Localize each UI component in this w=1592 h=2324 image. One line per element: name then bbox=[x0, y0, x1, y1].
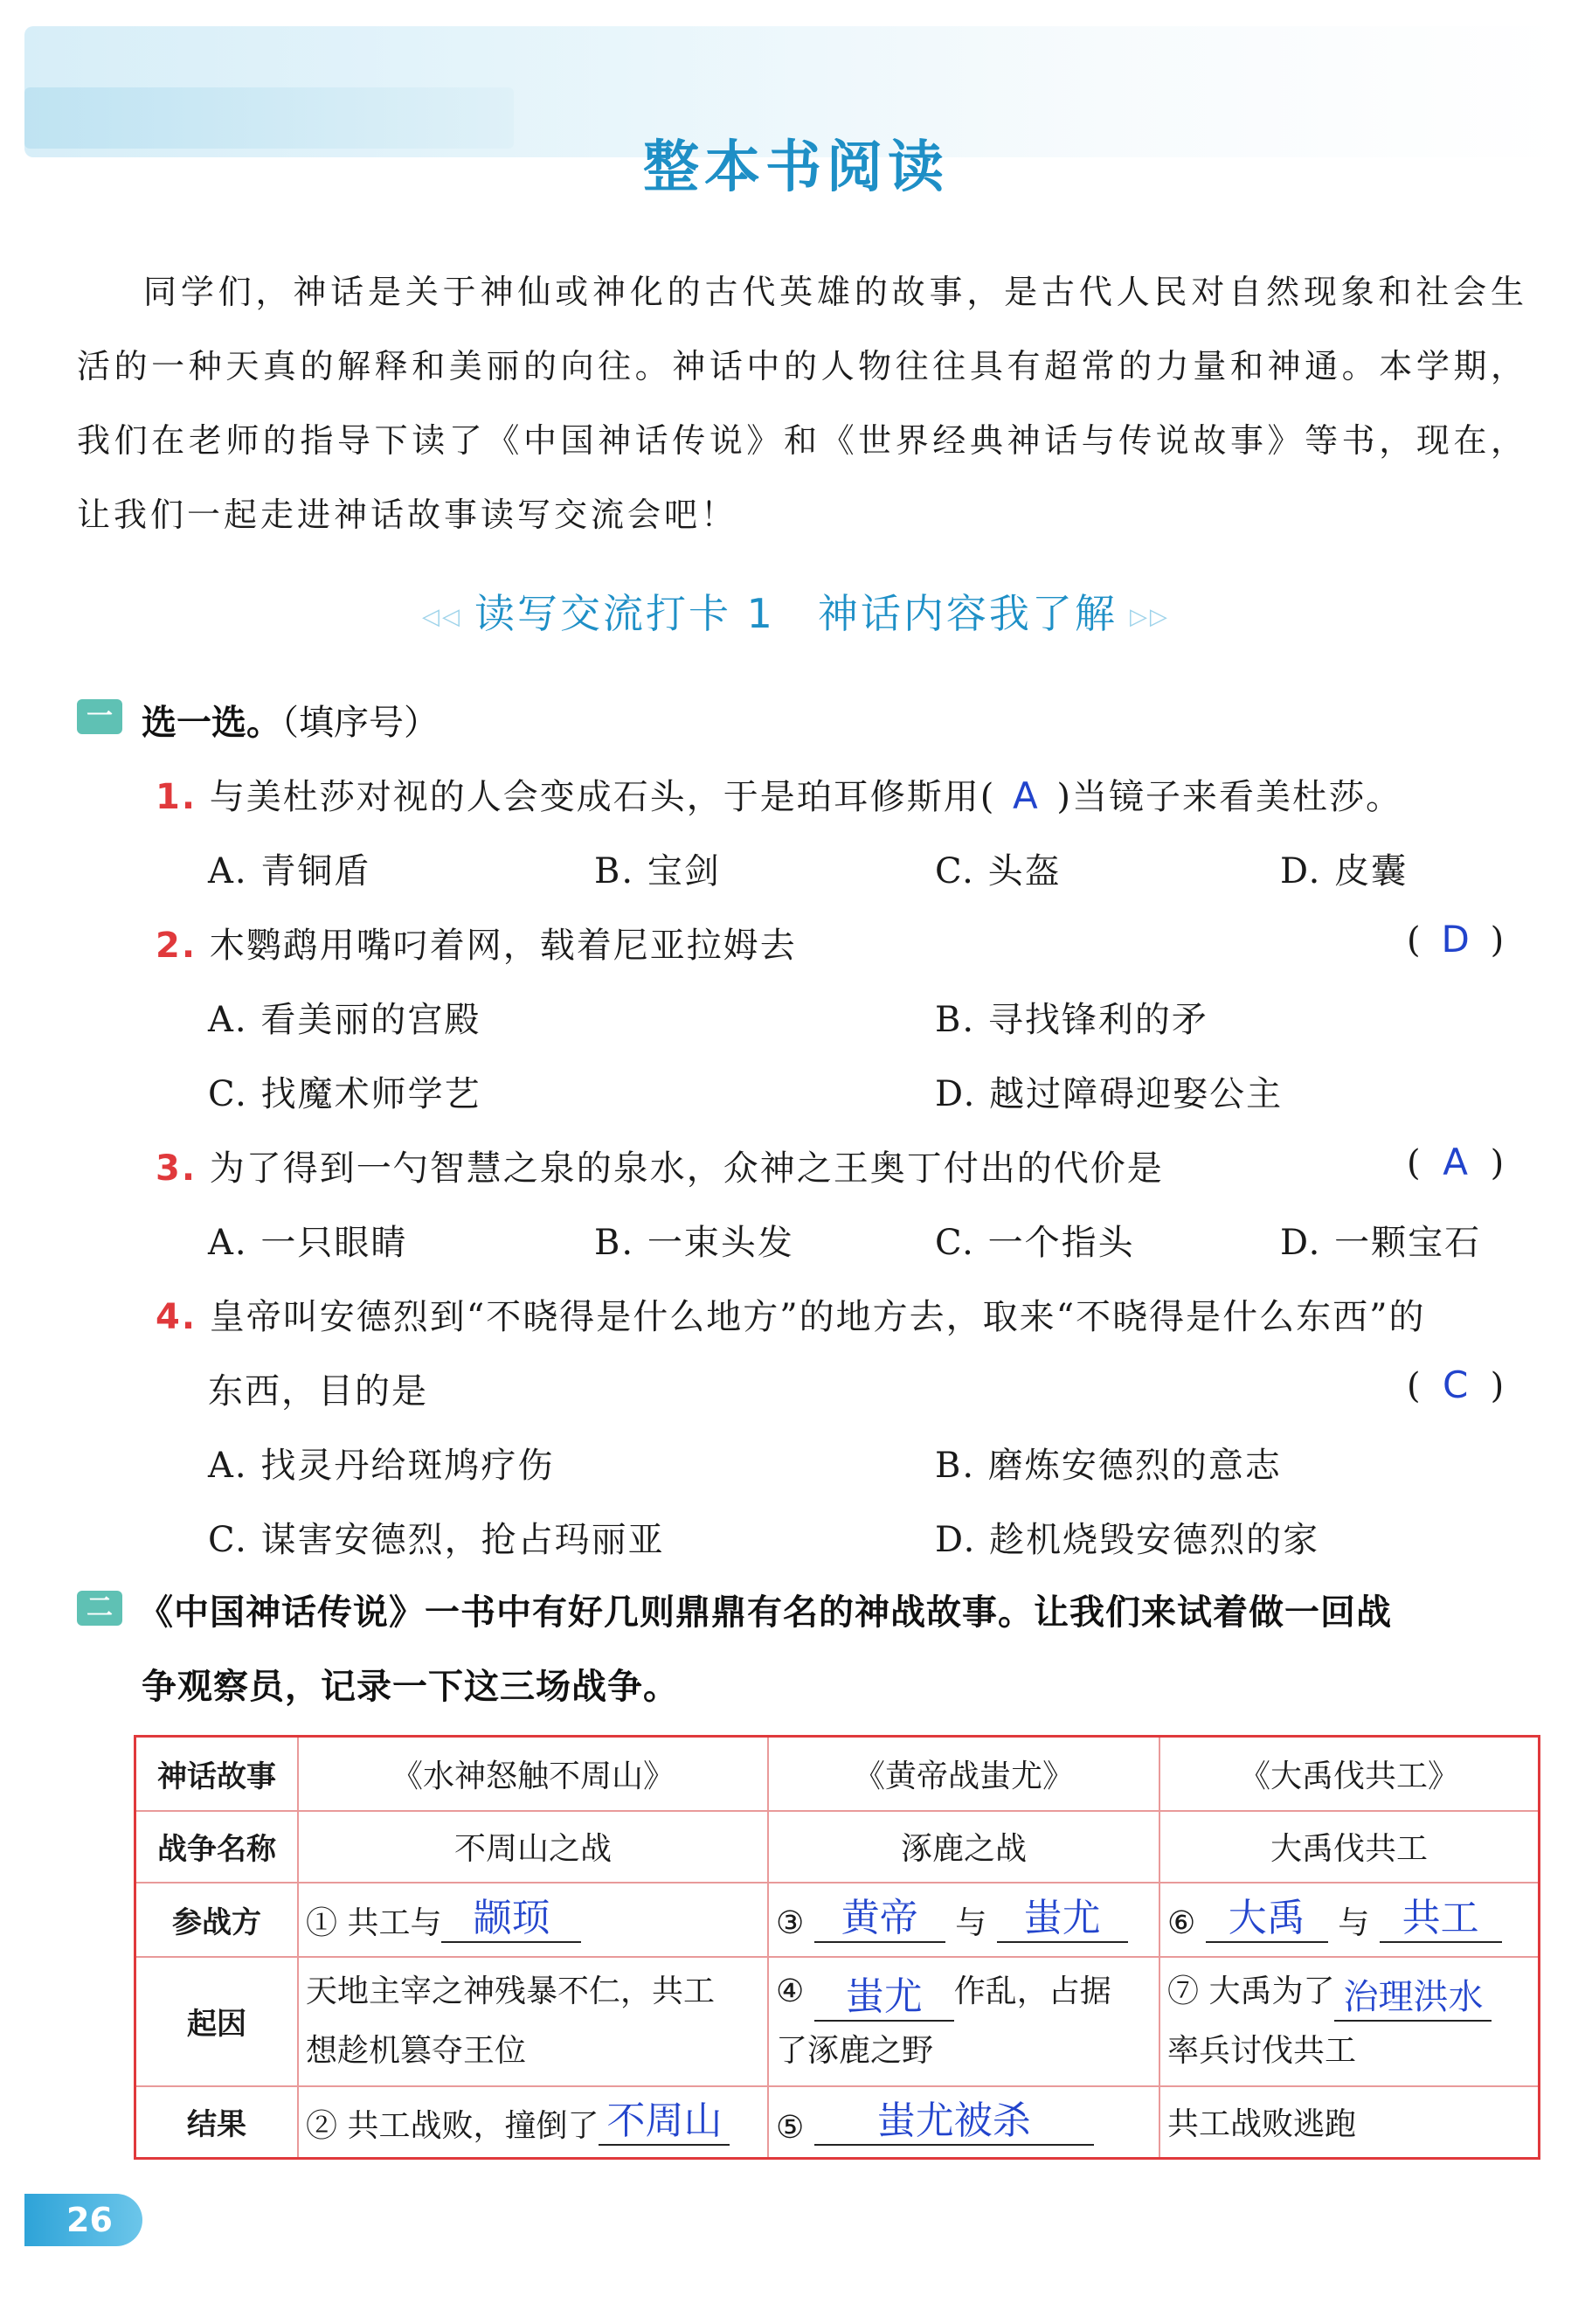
participants-2-answer-2[interactable]: 蚩尤 bbox=[997, 1896, 1128, 1943]
result-2 bbox=[768, 2086, 1159, 2159]
part1-heading bbox=[142, 695, 439, 745]
result-2-answer[interactable]: 蚩尤被杀 bbox=[814, 2099, 1094, 2146]
section-banner bbox=[0, 582, 1592, 640]
part1-heading-text: 选一选。 bbox=[142, 703, 281, 743]
q4-option-b: B. 磨炼安德烈的意志 bbox=[935, 1446, 1282, 1486]
row-header-story: 神话故事 bbox=[135, 1737, 299, 1811]
participants-1-answer[interactable]: 颛顼 bbox=[441, 1896, 581, 1943]
q1-stem bbox=[156, 769, 1402, 819]
cause-1-line2: 想趁机篡夺王位 bbox=[306, 2032, 527, 2069]
result-1-answer[interactable]: 不周山 bbox=[599, 2099, 730, 2146]
table-row-results bbox=[135, 2086, 1540, 2159]
part2-badge: 二 bbox=[77, 1591, 122, 1626]
cause-2-after: 作乱，占据 bbox=[953, 1973, 1111, 2009]
war-name-1: 不周山之战 bbox=[298, 1811, 768, 1883]
section-banner-text: 读写交流打卡 1 神话内容我了解 bbox=[474, 590, 1118, 637]
q3-answer-bracket: ( A ) bbox=[1407, 1141, 1505, 1183]
q1-text-after: )当镜子来看美杜莎。 bbox=[1056, 777, 1402, 817]
row-header-cause: 起因 bbox=[135, 1957, 299, 2086]
participants-2 bbox=[768, 1883, 1159, 1957]
war-name-3: 大禹伐共工 bbox=[1159, 1811, 1540, 1883]
q2-answer[interactable]: D bbox=[1441, 918, 1470, 961]
q2-option-c: C. 找魔术师学艺 bbox=[208, 1074, 481, 1114]
participants-2-mid: 与 bbox=[955, 1905, 987, 1941]
q1-option-a: A. 青铜盾 bbox=[208, 851, 371, 891]
cause-3-line1 bbox=[1167, 1962, 1531, 2022]
row-header-result: 结果 bbox=[135, 2086, 299, 2159]
q3-text: 为了得到一勺智慧之泉的泉水，众神之王奥丁付出的代价是 bbox=[209, 1148, 1164, 1189]
q2-option-a: A. 看美丽的宫殿 bbox=[208, 1000, 481, 1040]
q3-option-a: A. 一只眼睛 bbox=[208, 1223, 408, 1263]
cause-1 bbox=[298, 1957, 768, 2086]
table-row-causes bbox=[135, 1957, 1540, 2086]
q4-answer[interactable]: C bbox=[1442, 1363, 1469, 1406]
result-1-prefix: ② 共工战败，撞倒了 bbox=[306, 2107, 599, 2144]
q1-option-d: D. 皮囊 bbox=[1280, 851, 1409, 891]
participants-3-answer-1[interactable]: 大禹 bbox=[1206, 1896, 1328, 1943]
participants-1 bbox=[298, 1883, 768, 1957]
intro-paragraph: 同学们，神话是关于神仙或神化的古代英雄的故事，是古代人民对自然现象和社会生活的一种天真的解释和美丽的向往。神话中的人物往往具有超常的力量和神通。本学期，我们在老师的指导下读了《中国神话传说》和《世界经典神话与传说故事》等书，现在，让我们一起走进神话故事读写交流会吧！ bbox=[77, 273, 1527, 534]
q3-option-b: B. 一束头发 bbox=[594, 1223, 794, 1263]
q2-option-b: B. 寻找锋利的矛 bbox=[935, 1000, 1208, 1040]
q4-stem-line1 bbox=[156, 1289, 1426, 1339]
table-row-stories bbox=[135, 1737, 1540, 1811]
q3-number: 3. bbox=[156, 1148, 197, 1189]
story-2: 《黄帝战蚩尤》 bbox=[768, 1737, 1159, 1811]
participants-3-answer-2[interactable]: 共工 bbox=[1380, 1896, 1502, 1943]
row-header-participants: 参战方 bbox=[135, 1883, 299, 1957]
q1-number: 1. bbox=[156, 777, 197, 817]
row-header-war-name: 战争名称 bbox=[135, 1811, 299, 1883]
q2-option-d: D. 越过障碍迎娶公主 bbox=[935, 1074, 1284, 1114]
q4-number: 4. bbox=[156, 1297, 197, 1337]
result-3: 共工战败逃跑 bbox=[1159, 2086, 1540, 2159]
cause-2-prefix: ④ bbox=[776, 1973, 805, 2009]
cause-1-line1: 天地主宰之神残暴不仁，共工 bbox=[306, 1973, 716, 2009]
q3-option-c: C. 一个指头 bbox=[935, 1223, 1135, 1263]
q4-option-a: A. 找灵丹给斑鸠疗伤 bbox=[208, 1446, 555, 1486]
q1-option-c: C. 头盔 bbox=[935, 851, 1062, 891]
cause-3-prefix: ⑦ 大禹为了 bbox=[1167, 1973, 1335, 2009]
cause-2-line2: 了涿鹿之野 bbox=[776, 2032, 934, 2069]
part2-prompt-line2: 争观察员，记录一下这三场战争。 bbox=[142, 1667, 679, 1707]
table-row-war-names bbox=[135, 1811, 1540, 1883]
q2-text: 木鹦鹉用嘴叼着网，载着尼亚拉姆去 bbox=[209, 926, 797, 966]
q4-option-d: D. 趁机烧毁安德烈的家 bbox=[935, 1520, 1320, 1560]
page-title: 整本书阅读 bbox=[643, 135, 949, 200]
result-1 bbox=[298, 2086, 768, 2159]
participants-3-prefix: ⑥ bbox=[1167, 1905, 1196, 1941]
part2-prompt-line1: 《中国神话传说》一书中有好几则鼎鼎有名的神战故事。让我们来试着做一回战 bbox=[138, 1592, 1392, 1633]
q4-text-line1: 皇帝叫安德烈到“不晓得是什么地方”的地方去，取来“不晓得是什么东西”的 bbox=[209, 1297, 1426, 1337]
q3-option-d: D. 一颗宝石 bbox=[1280, 1223, 1482, 1263]
participants-2-prefix: ③ bbox=[776, 1905, 805, 1941]
war-table bbox=[134, 1735, 1540, 2160]
cause-2-line1 bbox=[776, 1962, 1152, 2022]
participants-2-answer-1[interactable]: 黄帝 bbox=[814, 1896, 945, 1943]
cause-3-line2: 率兵讨伐共工 bbox=[1167, 2032, 1357, 2069]
cause-3-answer[interactable]: 治理洪水 bbox=[1334, 1974, 1492, 2022]
participants-3-mid: 与 bbox=[1338, 1905, 1370, 1941]
cause-2 bbox=[768, 1957, 1159, 2086]
part1-badge: 一 bbox=[77, 699, 122, 734]
q3-stem bbox=[156, 1141, 1164, 1190]
q2-number: 2. bbox=[156, 926, 197, 966]
page-number: 26 bbox=[24, 2194, 142, 2246]
q3-answer[interactable]: A bbox=[1443, 1141, 1468, 1183]
cause-2-answer[interactable]: 蚩尤 bbox=[814, 1974, 954, 2022]
story-1: 《水神怒触不周山》 bbox=[298, 1737, 768, 1811]
q4-answer-bracket: ( C ) bbox=[1407, 1363, 1505, 1406]
left-triangle-icon: ◁◁ bbox=[422, 603, 463, 630]
q1-option-b: B. 宝剑 bbox=[594, 851, 721, 891]
cause-3 bbox=[1159, 1957, 1540, 2086]
story-3: 《大禹伐共工》 bbox=[1159, 1737, 1540, 1811]
right-triangle-icon: ▷▷ bbox=[1129, 603, 1170, 630]
part1-heading-note: （填序号） bbox=[281, 703, 439, 743]
q4-stem-line2: 东西，目的是 bbox=[208, 1371, 428, 1412]
q1-answer[interactable]: A bbox=[1012, 774, 1040, 817]
participants-3 bbox=[1159, 1883, 1540, 1957]
participants-1-prefix: ① 共工与 bbox=[306, 1905, 442, 1941]
war-name-2: 涿鹿之战 bbox=[768, 1811, 1159, 1883]
q2-answer-bracket: ( D ) bbox=[1407, 918, 1505, 961]
table-row-participants bbox=[135, 1883, 1540, 1957]
q4-option-c: C. 谋害安德烈，抢占玛丽亚 bbox=[208, 1520, 665, 1560]
q2-stem bbox=[156, 918, 797, 968]
q1-text-before: 与美杜莎对视的人会变成石头，于是珀耳修斯用( bbox=[209, 777, 996, 817]
result-2-prefix: ⑤ bbox=[776, 2109, 805, 2146]
